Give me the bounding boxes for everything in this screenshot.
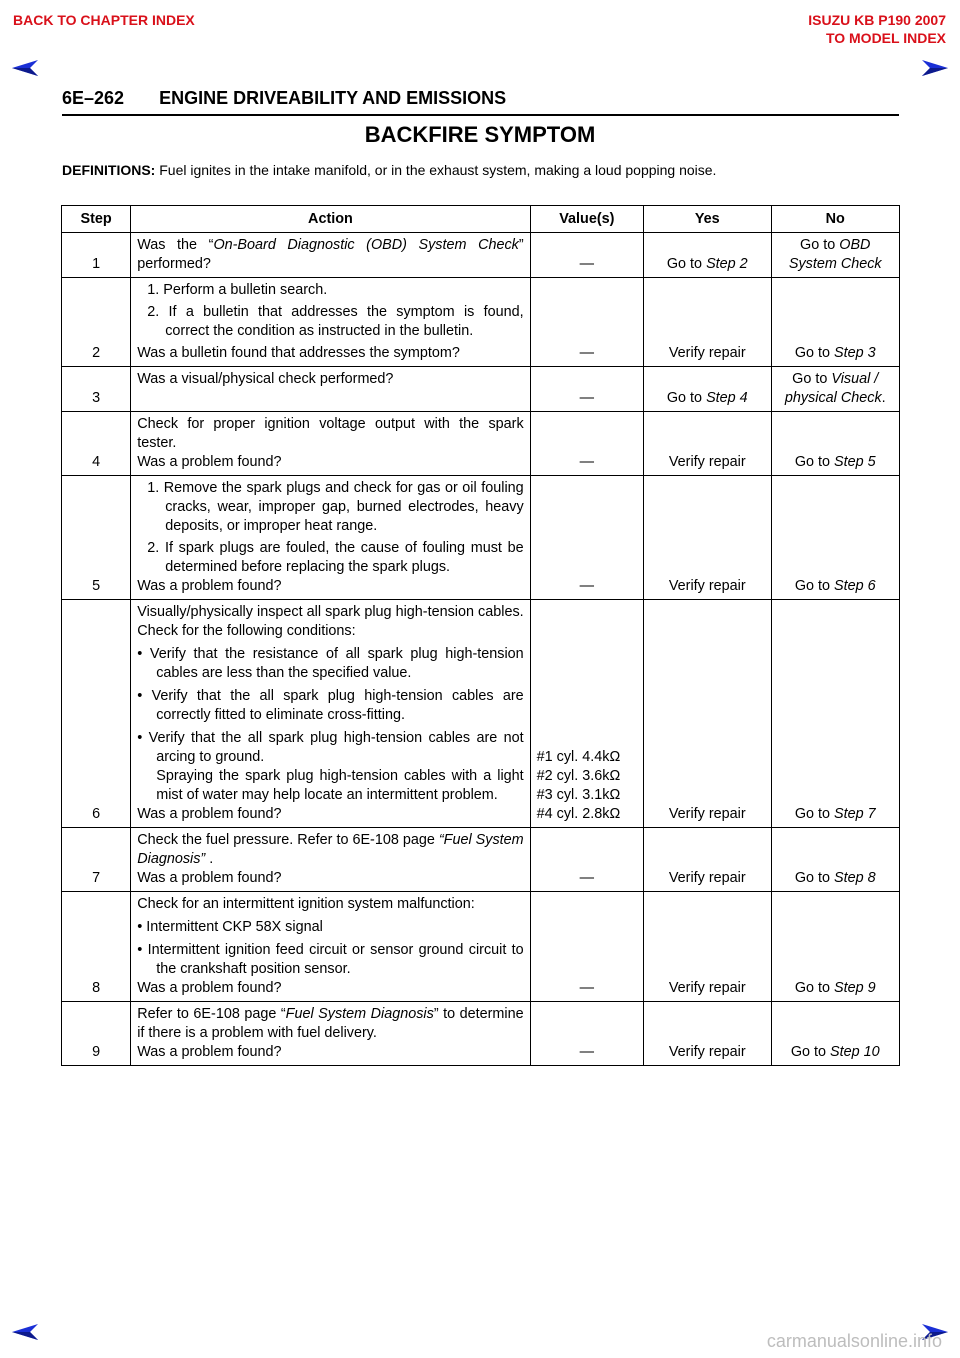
action-text: Check for proper ignition voltage output with the spark tester. [137,416,524,451]
action-cell [131,278,530,367]
yes-cell: Verify repair [644,600,771,828]
action-bullet: • Verify that the resistance of all spark plug high-tension cables are less than the specified value. [137,646,524,681]
previous-page-arrow-icon[interactable] [10,58,40,78]
goto-step-link[interactable]: Step 10 [830,1044,880,1060]
obd-system-check-link[interactable]: OBD System Check [788,237,882,272]
goto-step-link[interactable]: Step 5 [834,454,876,470]
value-cell: — [530,278,643,367]
diagnostic-table [61,205,900,1066]
no-text: Go to [790,1044,831,1060]
action-cell [131,600,530,828]
action-text: ” performed? [137,237,524,272]
col-yes: Yes [644,206,771,233]
action-note: Spraying the spark plug high-tension cables with a light mist of water may help locate an intermittent problem. [156,768,524,803]
no-cell [771,828,900,892]
action-text: Refer to 6E-108 page “ [137,1006,286,1022]
action-text: ” to determine if there is a problem with fuel delivery. [137,1006,524,1041]
table-row [62,600,900,828]
yes-cell: Verify repair [644,412,771,476]
to-model-index-link[interactable]: TO MODEL INDEX [825,30,946,46]
action-question: Was a problem found? [137,806,282,822]
action-cell [131,412,530,476]
value-cell: — [530,828,643,892]
step-number: 5 [62,476,131,600]
step-number: 9 [62,1002,131,1066]
table-header-row [62,206,900,233]
table-row [62,233,900,278]
step-number: 2 [62,278,131,367]
no-text: Go to [794,806,835,822]
yes-text: Go to [666,256,707,272]
watermark: carmanualsonline.info [766,1331,942,1351]
goto-step-link[interactable]: Step 9 [834,980,876,996]
action-list-item: 2. If a bulletin that addresses the symptom is found, correct the condition as instructed in the bulletin. [147,304,524,339]
no-text: Go to [794,454,835,470]
action-question: Was a problem found? [137,454,282,470]
yes-text: Go to [666,390,707,406]
back-to-chapter-index-link[interactable]: BACK TO CHAPTER INDEX [13,12,195,28]
resistance-value: #3 cyl. 3.1kΩ [536,787,621,803]
goto-step-link[interactable]: Step 2 [706,256,748,272]
no-text: Go to [794,345,835,361]
step-number: 7 [62,828,131,892]
model-title-link[interactable]: ISUZU KB P190 2007 [808,12,946,28]
table-row [62,367,900,412]
action-list-item: 1. Perform a bulletin search. [147,282,328,298]
action-bullet: • Intermittent ignition feed circuit or sensor ground circuit to the crankshaft position sensor. [137,942,524,977]
resistance-value: #1 cyl. 4.4kΩ [536,749,621,765]
yes-cell: Verify repair [644,1002,771,1066]
value-cell: — [530,476,643,600]
previous-page-bottom-arrow-icon[interactable] [10,1322,40,1342]
action-list-item: 2. If spark plugs are fouled, the cause of fouling must be determined before replacing the spark plugs. [147,540,524,575]
page-number: 6E–262 [62,88,125,108]
action-text: Check the fuel pressure. Refer to 6E-108 page [137,832,439,848]
col-values: Value(s) [530,206,643,233]
fuel-system-diagnosis-link[interactable]: “Fuel System Diagnosis” [137,832,524,867]
obd-check-link[interactable]: On-Board Diagnostic (OBD) System Check [213,237,519,253]
action-cell [131,367,530,412]
action-cell [131,892,530,1002]
no-cell [771,476,900,600]
table-row [62,412,900,476]
table-row [62,476,900,600]
action-question: Was a problem found? [137,578,282,594]
action-text: . [205,851,214,867]
table-row [62,828,900,892]
goto-step-link[interactable]: Step 7 [834,806,876,822]
action-question: Was a problem found? [137,1044,282,1060]
step-number: 6 [62,600,131,828]
col-no: No [771,206,900,233]
action-text [137,831,523,869]
no-text: Go to [794,578,835,594]
action-cell [131,233,530,278]
value-cell: — [530,412,643,476]
no-cell [771,233,900,278]
no-cell [771,278,900,367]
goto-step-link[interactable]: Step 8 [834,870,876,886]
no-cell [771,1002,900,1066]
action-text: Was the “ [137,237,214,253]
col-step: Step [62,206,131,233]
step-number: 4 [62,412,131,476]
table-row [62,278,900,367]
step-number: 1 [62,233,131,278]
definitions-label: DEFINITIONS: [62,162,156,178]
no-cell [771,412,900,476]
action-text: Check for an intermittent ignition system malfunction: [137,896,475,912]
col-action: Action [131,206,530,233]
value-cell: — [530,233,643,278]
yes-cell [644,367,771,412]
value-cell: — [530,1002,643,1066]
action-cell [131,476,530,600]
visual-physical-check-link[interactable]: Visual / physical Check [784,371,882,406]
no-text: Go to [792,371,832,387]
goto-step-link[interactable]: Step 4 [706,390,748,406]
no-cell [771,892,900,1002]
table-row [62,1002,900,1066]
action-question: Was a bulletin found that addresses the symptom? [137,345,460,361]
yes-cell: Verify repair [644,278,771,367]
definitions-text: Fuel ignites in the intake manifold, or in the exhaust system, making a loud popping noise. [159,162,717,178]
action-bullet: • Verify that the all spark plug high-tension cables are not arcing to ground. [137,730,524,765]
goto-step-link[interactable]: Step 3 [834,345,876,361]
yes-cell: Verify repair [644,892,771,1002]
page-header [62,88,506,109]
step-number: 8 [62,892,131,1002]
value-cell: — [530,367,643,412]
section-title: ENGINE DRIVEABILITY AND EMISSIONS [159,88,507,108]
action-question: Was a problem found? [137,980,282,996]
action-bullet: • Verify that the all spark plug high-tension cables are correctly fitted to eliminate cross-fitting. [137,688,524,723]
step-number: 3 [62,367,131,412]
no-cell [771,600,900,828]
action-cell [131,828,530,892]
no-text: Go to [800,237,840,253]
table-row [62,892,900,1002]
action-text: Visually/physically inspect all spark plug high-tension cables. Check for the following conditions: [137,604,524,639]
value-cell [530,600,643,828]
goto-step-link[interactable]: Step 6 [834,578,876,594]
yes-cell: Verify repair [644,828,771,892]
no-text: Go to [794,870,835,886]
no-cell [771,367,900,412]
action-list-item: 1. Remove the spark plugs and check for gas or oil fouling cracks, wear, improper gap, burned electrodes, heavy deposits, or improper heat range. [147,480,524,534]
next-page-arrow-icon[interactable] [920,58,950,78]
definitions [62,162,716,178]
no-text: Go to [794,980,835,996]
yes-cell [644,233,771,278]
yes-cell: Verify repair [644,476,771,600]
action-question: Was a problem found? [137,870,282,886]
action-bullet: • Intermittent CKP 58X signal [137,919,323,935]
action-question: Was a visual/physical check performed? [137,371,394,387]
page-title: BACKFIRE SYMPTOM [364,122,596,147]
action-text [137,1005,523,1043]
action-cell [131,1002,530,1066]
resistance-value: #4 cyl. 2.8kΩ [536,806,621,822]
resistance-value: #2 cyl. 3.6kΩ [536,768,621,784]
value-cell: — [530,892,643,1002]
fuel-system-diagnosis-link[interactable]: Fuel System Diagnosis [285,1006,434,1022]
header-divider [62,114,899,116]
no-text: . [881,390,886,406]
